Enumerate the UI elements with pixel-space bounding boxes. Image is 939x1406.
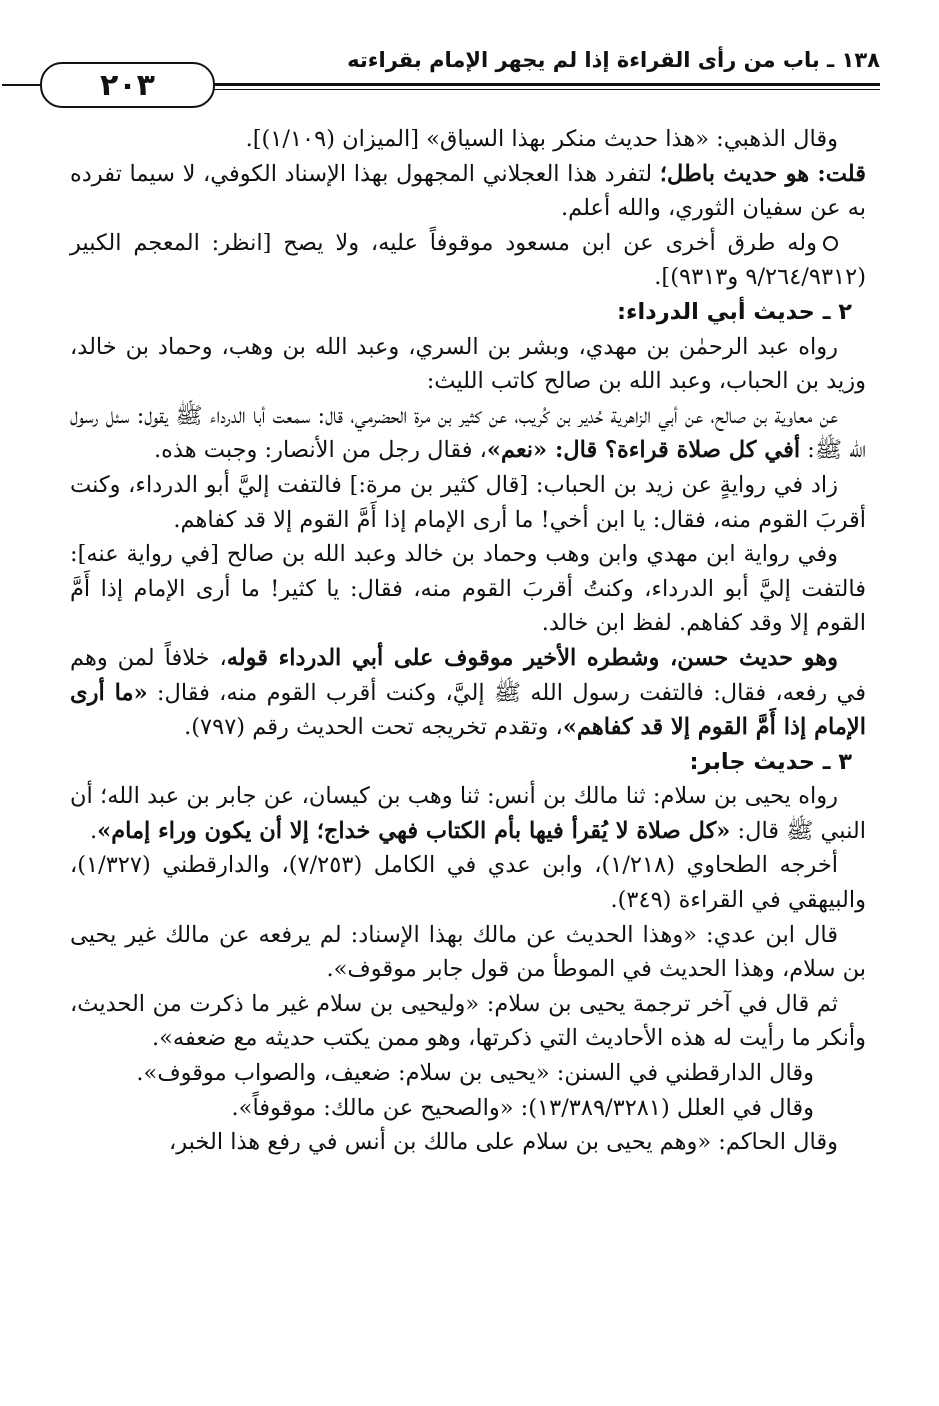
paragraph: عن معاوية بن صالح، عن أبي الزاهرية حُدير بن كُريب، عن كثير بن مرة الحضرمي، قال: سمعت أبا الدرداء ﷺ يقول: سئل رسول الله ﷺ: أفي كل صلاة قراءة؟ قال: «نعم»، فقال رجل من الأنصار: وجبت هذه. <box>70 402 866 464</box>
paragraph: زاد في روايةٍ عن زيد بن الحباب: [قال كثير بن مرة:] فالتفت إليَّ أبو الدرداء، وكنت أقربَ القوم منه، فقال: يا ابن أخي! ما أرى الإمام إذا أَمَّ القوم إلا قد كفاهم. <box>70 471 866 533</box>
paragraph: وفي رواية ابن مهدي وابن وهب وحماد بن خالد وعبد الله بن صالح [في رواية عنه]: فالتفت إليَّ أبو الدرداء، وكنتُ أقربَ القوم منه، فقال: يا كثير! ما أرى الإمام إذا أَمَّ القوم إلا وقد كفاهم. لفظ ابن خالد. <box>70 541 866 637</box>
paragraph: وله طرق أخرى عن ابن مسعود موقوفاً عليه، ولا يصح [انظر: المعجم الكبير (٩/٢٦٤/٩٣١٢ و٩٣١٣)]. <box>70 229 866 291</box>
section-heading: ٣ ـ حديث جابر: <box>689 748 852 775</box>
page-body <box>70 122 866 1160</box>
paragraph: قلت: هو حديث باطل؛ لتفرد هذا العجلاني المجهول بهذا الإسناد الكوفي، لا سيما تفرده به عن سفيان الثوري، والله أعلم. <box>70 160 866 222</box>
page-number: ٢٠٣ <box>40 62 215 108</box>
paragraph: أخرجه الطحاوي (١/٢١٨)، وابن عدي في الكامل (٧/٢٥٣)، والدارقطني (١/٣٢٧)، والبيهقي في القراءة (٣٤٩). <box>70 852 866 914</box>
paragraph: وقال في العلل (١٣/٣٨٩/٣٢٨١): «والصحيح عن مالك: موقوفاً». <box>231 1094 814 1121</box>
paragraph: وقال الذهبي: «هذا حديث منكر بهذا السياق» [الميزان (١/١٠٩)]. <box>245 126 838 152</box>
paragraph: وهو حديث حسن، وشطره الأخير موقوف على أبي الدرداء قوله، خلافاً لمن وهم في رفعه، فقال: فالتفت رسول الله ﷺ إليَّ، وكنت أقرب القوم منه، فقال: «ما أرى الإمام إذا أَمَّ القوم إلا قد كفاهم»، وتقدم تخريجه تحت الحديث رقم (٧٩٧). <box>70 644 866 741</box>
paragraph: رواه يحيى بن سلام: ثنا مالك بن أنس: ثنا وهب بن كيسان، عن جابر بن عبد الله؛ أن النبي ﷺ قال: «كل صلاة لا يُقرأ فيها بأم الكتاب فهي خداج؛ إلا أن يكون وراء إمام». <box>70 783 866 844</box>
paragraph: قال ابن عدي: «وهذا الحديث عن مالك بهذا الإسناد: لم يرفعه عن مالك غير يحيى بن سلام، وهذا الحديث في الموطأ من قول جابر موقوف». <box>70 921 866 983</box>
paragraph: ثم قال في آخر ترجمة يحيى بن سلام: «وليحيى بن سلام غير ما ذكرت من الحديث، وأنكر ما رأيت له هذه الأحاديث التي ذكرتها، وهو ممن يكتب حديثه مع ضعفه». <box>70 990 866 1052</box>
paragraph: وقال الدارقطني في السنن: «يحيى بن سلام: ضعيف، والصواب موقوف». <box>136 1060 814 1087</box>
header-rule <box>185 83 880 86</box>
circle-bullet-icon <box>823 236 838 251</box>
paragraph: رواه عبد الرحمٰن بن مهدي، وبشر بن السري، وعبد الله بن وهب، وحماد بن خالد، وزيد بن الحباب، وعبد الله بن صالح كاتب الليث: <box>70 333 866 395</box>
running-title: ١٣٨ ـ باب من رأى القراءة إذا لم يجهر الإمام بقراءته <box>347 48 880 72</box>
page-header <box>40 40 880 103</box>
section-heading: ٢ ـ حديث أبي الدرداء: <box>616 298 852 325</box>
paragraph: وقال الحاكم: «وهم يحيى بن سلام على مالك بن أنس في رفع هذا الخبر، <box>168 1129 838 1156</box>
header-rule-thin <box>185 89 880 90</box>
